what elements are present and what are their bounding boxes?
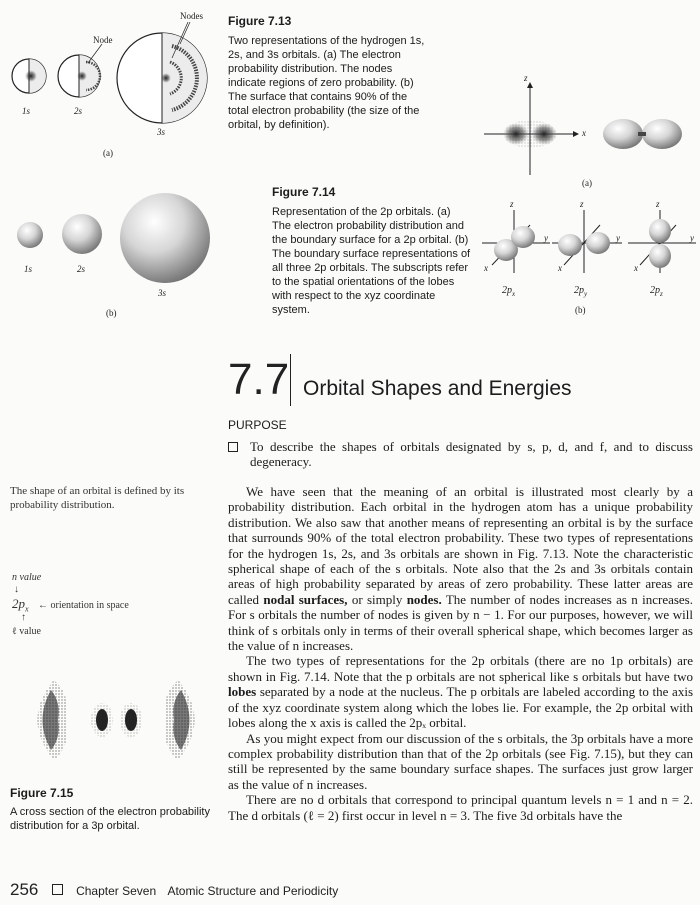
- margin-note: The shape of an orbital is defined by its probability distribution.: [10, 485, 185, 511]
- orbital-cross-sections-art: [0, 0, 230, 175]
- figure-7-13-caption: [228, 14, 428, 132]
- figure-7-13a: [0, 0, 230, 175]
- label-2pz: $2p_z$: [650, 285, 663, 298]
- x-label-pz: x: [634, 263, 638, 273]
- page-footer: [10, 880, 690, 900]
- figure-7-15-title: Figure 7.15: [10, 786, 74, 800]
- label-2py: $2p_y$: [574, 285, 588, 298]
- y-label-pz: y: [690, 233, 694, 243]
- paragraph-1: We have seen that the meaning of an orbital is illustrated most clearly by a probability distribution. Each orbital in the hydrogen atom has a unique probability distribution. We also saw that another means of representing an orbital is by the surface that surrounds 90% of the total electron probability. These two types of representations for the hydrogen 1s, 2s, and 3s orbitals are shown in Fig. 7.13. Note the characteristic spherical shape of each of the s orbitals. Note also that the 2s and 3s orbitals contain areas of high probability separated by areas of zero probability. These latter areas are called nodal surfaces, or simply nodes. The number of nodes increases as n increases. For s orbitals the number of nodes is given by n − 1. For our purposes, however, we will think of s orbitals only in terms of their overall spherical shape, which becomes larger as the value of n increases.: [228, 484, 693, 654]
- figure-7-14-text: Representation of the 2p orbitals. (a) The electron probability distribution and the boundary surface for a 2p orbital. (b) The boundary surface representations of all three 2p orbitals. The subscripts refer to the spatial orientations of the lobes with respect to the xyz coordinate system.: [272, 206, 471, 316]
- purpose-item: [228, 439, 693, 470]
- figure-7-14b: [478, 195, 700, 325]
- label-a: (a): [582, 178, 592, 188]
- figure-7-14a: [470, 70, 695, 195]
- y-label-px: y: [544, 233, 548, 243]
- z-label-pz: z: [656, 199, 660, 209]
- orbital-symbol: $2p_x$: [12, 596, 29, 614]
- label-1s: 1s: [22, 106, 31, 116]
- l-value-label: ℓ value: [12, 626, 41, 637]
- z-axis-label: z: [524, 73, 528, 83]
- z-label-px: z: [510, 199, 514, 209]
- page-number: 256: [10, 880, 39, 899]
- quantum-notation-diagram: [12, 572, 212, 642]
- purpose-label: PURPOSE: [228, 418, 287, 432]
- arrow-up-icon: ↑: [21, 612, 26, 623]
- paragraph-2: The two types of representations for the 2p orbitals (there are no 1p orbitals) are shown in Fig. 7.14. Note that the p orbitals are not spherical like s orbitals but have two lobes separated by a node at the nucleus. The p orbitals are labeled according to the axis of the xyz coordinate system along which the lobes lie. For example, the 2p orbital with lobes along the x axis is called the 2pₓ orbital.: [228, 653, 693, 731]
- square-icon: [52, 884, 63, 895]
- section-divider: [290, 354, 291, 406]
- paragraph-3: As you might expect from our discussion of the s orbitals, the 3p orbitals have a more complex probability distribution than that of the 2p orbitals (see Fig. 7.15), but they can still be represented by the same boundary surface shapes. The surfaces just grow larger as the value of n increases.: [228, 730, 693, 792]
- figure-7-14-caption: [272, 185, 472, 317]
- figure-7-13-title: Figure 7.13: [228, 14, 292, 28]
- section-number: 7.7: [228, 355, 290, 404]
- arrow-down-icon: ↓: [14, 584, 19, 595]
- label-b: (b): [575, 305, 586, 315]
- figure-7-13-text: Two representations of the hydrogen 1s, 2s, and 3s orbitals. (a) The electron probability distribution. The nodes indicate regions of zero probability. (b) The surface that contains 90% of the total electron probability (the size of the orbital, by definition).: [228, 35, 425, 131]
- x-axis-label: x: [582, 128, 586, 138]
- 2p-orbitals-xyz-art: [478, 195, 700, 325]
- purpose-text: To describe the shapes of orbitals designated by s, p, d, and f, and to discuss degeneracy.: [250, 439, 693, 470]
- label-3s: 3s: [157, 127, 166, 137]
- nodes-label: Nodes: [180, 11, 203, 21]
- chapter-label: Chapter Seven: [76, 884, 157, 898]
- label-a: (a): [103, 148, 113, 158]
- y-label-py: y: [616, 233, 620, 243]
- n-value-label: n value: [12, 572, 42, 583]
- section-title: Orbital Shapes and Energies: [303, 377, 572, 400]
- figure-7-15-caption: [10, 786, 210, 833]
- x-label-py: x: [558, 263, 562, 273]
- node-label: Node: [93, 35, 113, 45]
- label-2px: $2p_x$: [502, 285, 516, 298]
- figure-7-14-title: Figure 7.14: [272, 185, 336, 199]
- z-label-py: z: [580, 199, 584, 209]
- label-b: (b): [106, 308, 117, 318]
- label-1s: 1s: [24, 264, 33, 274]
- paragraph-4: There are no d orbitals that correspond to principal quantum levels n = 1 and n = 2. The d orbitals (ℓ = 2) first occur in level n = 3. The five 3d orbitals have the: [228, 792, 693, 823]
- boundary-spheres-art: [0, 190, 230, 320]
- label-3s: 3s: [158, 288, 167, 298]
- orientation-label: ← orientation in space: [38, 600, 129, 611]
- 3p-cross-section-art: [16, 660, 216, 780]
- figure-7-15-text: A cross section of the electron probability distribution for a 3p orbital.: [10, 806, 210, 832]
- chapter-title: Atomic Structure and Periodicity: [167, 884, 339, 898]
- body-text: [228, 484, 693, 823]
- label-2s: 2s: [77, 264, 86, 274]
- figure-7-13b: [0, 190, 230, 320]
- label-2s: 2s: [74, 106, 83, 116]
- figure-7-15-art: [16, 660, 216, 780]
- x-label-px: x: [484, 263, 488, 273]
- checkbox-icon: [228, 442, 238, 452]
